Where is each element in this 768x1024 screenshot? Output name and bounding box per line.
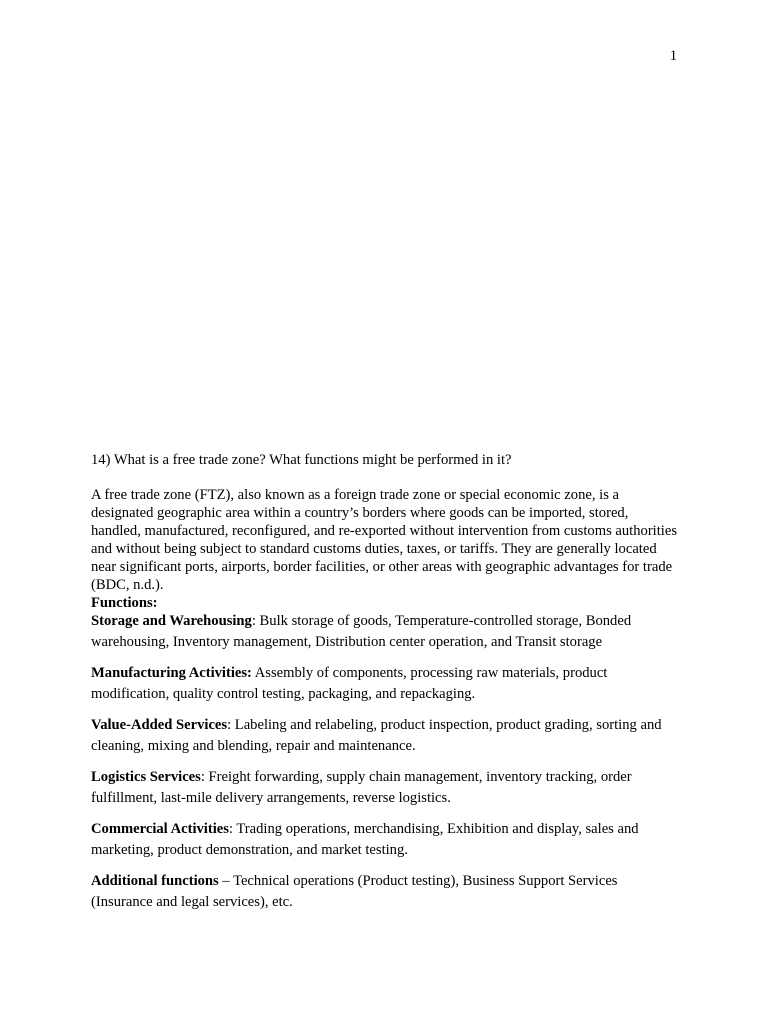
function-text: : Trading operations, merchandising, Exhibition and display, sales and marketing, product demonstration, and market testing. (91, 821, 639, 858)
function-text: : Labeling and relabeling, product inspection, product grading, sorting and cleaning, mixing and blending, repair and maintenance. (91, 717, 662, 754)
function-item-value-added (91, 715, 681, 757)
function-title: Manufacturing Activities: (91, 665, 252, 681)
function-title: Storage and Warehousing (91, 613, 252, 629)
function-item-manufacturing (91, 663, 681, 705)
function-title: Value-Added Services (91, 717, 228, 733)
intro-paragraph: A free trade zone (FTZ), also known as a foreign trade zone or special economic zone, is a designated geographic area within a country’s borders where goods can be imported, stored, handled, manufactured, reconfigured, and re-exported without intervention from customs authorities and without being subject to standard customs duties, taxes, or tariffs. They are generally located near significant ports, airports, border facilities, or other areas with geographic advantages for trade (BDC, n.d.). (91, 487, 677, 593)
function-title: Logistics Services (91, 769, 201, 785)
document-body (91, 451, 681, 923)
function-item-storage (91, 611, 681, 653)
functions-heading: Functions: (91, 595, 158, 611)
function-text: Assembly of components, processing raw materials, product modification, quality control testing, packaging, and repackaging. (91, 665, 608, 702)
function-text: : Bulk storage of goods, Temperature-controlled storage, Bonded warehousing, Inventory management, Distribution center operation, and Transit storage (91, 613, 632, 650)
function-text: – Technical operations (Product testing), Business Support Services (Insurance and legal services), etc. (91, 873, 618, 910)
function-title: Commercial Activities (91, 821, 229, 837)
function-title: Additional functions (91, 873, 219, 889)
function-text: : Freight forwarding, supply chain management, inventory tracking, order fulfillment, last-mile delivery arrangements, reverse logistics. (91, 769, 632, 806)
function-item-commercial (91, 819, 681, 861)
page-number: 1 (669, 48, 677, 64)
question-heading: 14) What is a free trade zone? What functions might be performed in it? (91, 452, 512, 468)
function-item-logistics (91, 767, 681, 809)
function-item-additional (91, 871, 681, 913)
